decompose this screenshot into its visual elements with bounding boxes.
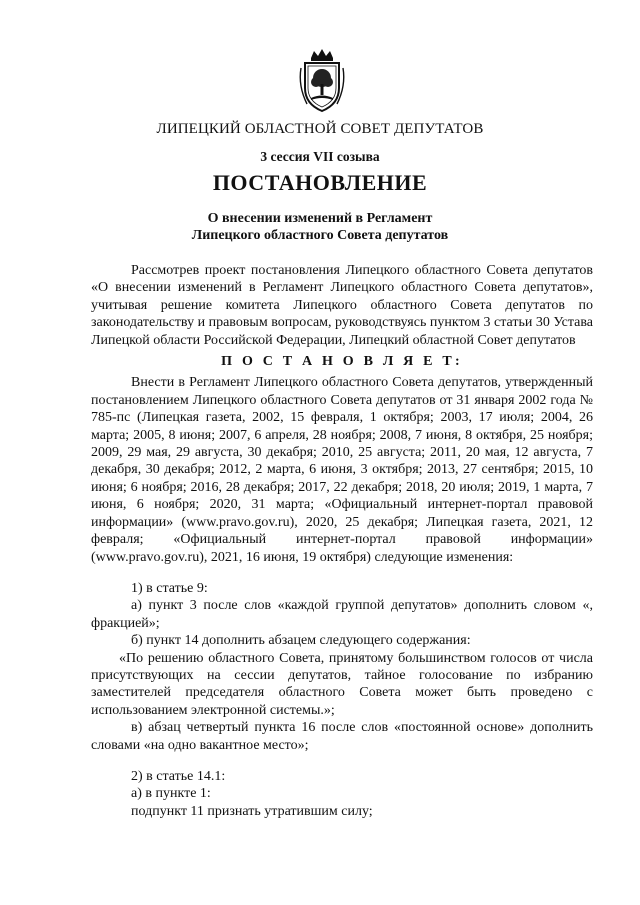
council-name: ЛИПЕЦКИЙ ОБЛАСТНОЙ СОВЕТ ДЕПУТАТОВ	[156, 121, 484, 137]
document-subject	[0, 210, 640, 244]
coat-of-arms-icon	[297, 48, 347, 114]
document-type: ПОСТАНОВЛЕНИЕ	[212, 170, 428, 195]
subject-line-2: Липецкого областного Совета депутатов	[191, 228, 449, 243]
item-1c: в) абзац четвертый пункта 16 после слов «постоянной основе» дополнить словами «на одно вакантное место»;	[91, 720, 593, 753]
item-1a: а) пункт 3 после слов «каждой группой депутатов» дополнить словом «, фракцией»;	[91, 598, 593, 631]
item-1b: б) пункт 14 дополнить абзацем следующего содержания:	[131, 633, 471, 649]
document-body	[91, 262, 593, 820]
session-number: 3 сессия VII созыва	[260, 149, 380, 164]
item-2: 2) в статье 14.1:	[131, 768, 226, 784]
decree-heading: П О С Т А Н О В Л Я Е Т:	[221, 354, 463, 370]
subject-line-1: О внесении изменений в Регламент	[207, 211, 433, 226]
main-paragraph: Внести в Регламент Липецкого областного Совета депутатов, утвержденный постановлением Липецкого областного Совета депутатов от 31 января 2002 года № 785-пс (Липецкая газета, 2002, 15 февраля, 1 октября; 2003, 17 июля; 2004, 26 марта; 2005, 8 июня; 2007, 6 апреля, 28 ноября; 2008, 7 июня, 8 октября, 25 ноября; 2009, 29 мая, 29 августа, 30 декабря; 2010, 25 августа; 2011, 20 мая, 12 августа, 7 декабря, 30 декабря; 2012, 2 марта, 6 июня, 3 октября; 2013, 27 сентября; 2015, 10 июня; 6 ноября; 2016, 28 декабря; 2017, 22 декабря; 2018, 20 июля; 2019, 1 марта, 7 июня, 6 ноября; 2020, 31 марта; «Официальный интернет-портал правовой информации» (www.pravo.gov.ru), 2020, 25 декабря; Липецкая газета, 2021, 12 февраля; «Официальный интернет-портал правовой информации» (www.pravo.gov.ru), 2021, 16 июня, 19 октября) следующие изменения:	[91, 375, 593, 565]
item-2a-sub: подпункт 11 признать утратившим силу;	[131, 803, 373, 819]
item-2a: а) в пункте 1:	[131, 786, 211, 802]
item-1: 1) в статье 9:	[131, 580, 208, 596]
item-1b-quote: «По решению областного Совета, принятому большинством голосов от числа присутствующих на сессии депутатов, тайное голосование по избранию заместителей председателя областного Совета может быть проведено с использованием электронной системы.»;	[91, 650, 593, 718]
preamble-paragraph: Рассмотрев проект постановления Липецкого областного Совета депутатов «О внесении изменений в Регламент Липецкого областного Совета депутатов», учитывая решение комитета Липецкого областного Совета депутатов по законодательству и правовым вопросам, руководствуясь пунктом 3 статьи 30 Устава Липецкой области Российской Федерации, Липецкий областной Совет депутатов	[91, 263, 593, 348]
